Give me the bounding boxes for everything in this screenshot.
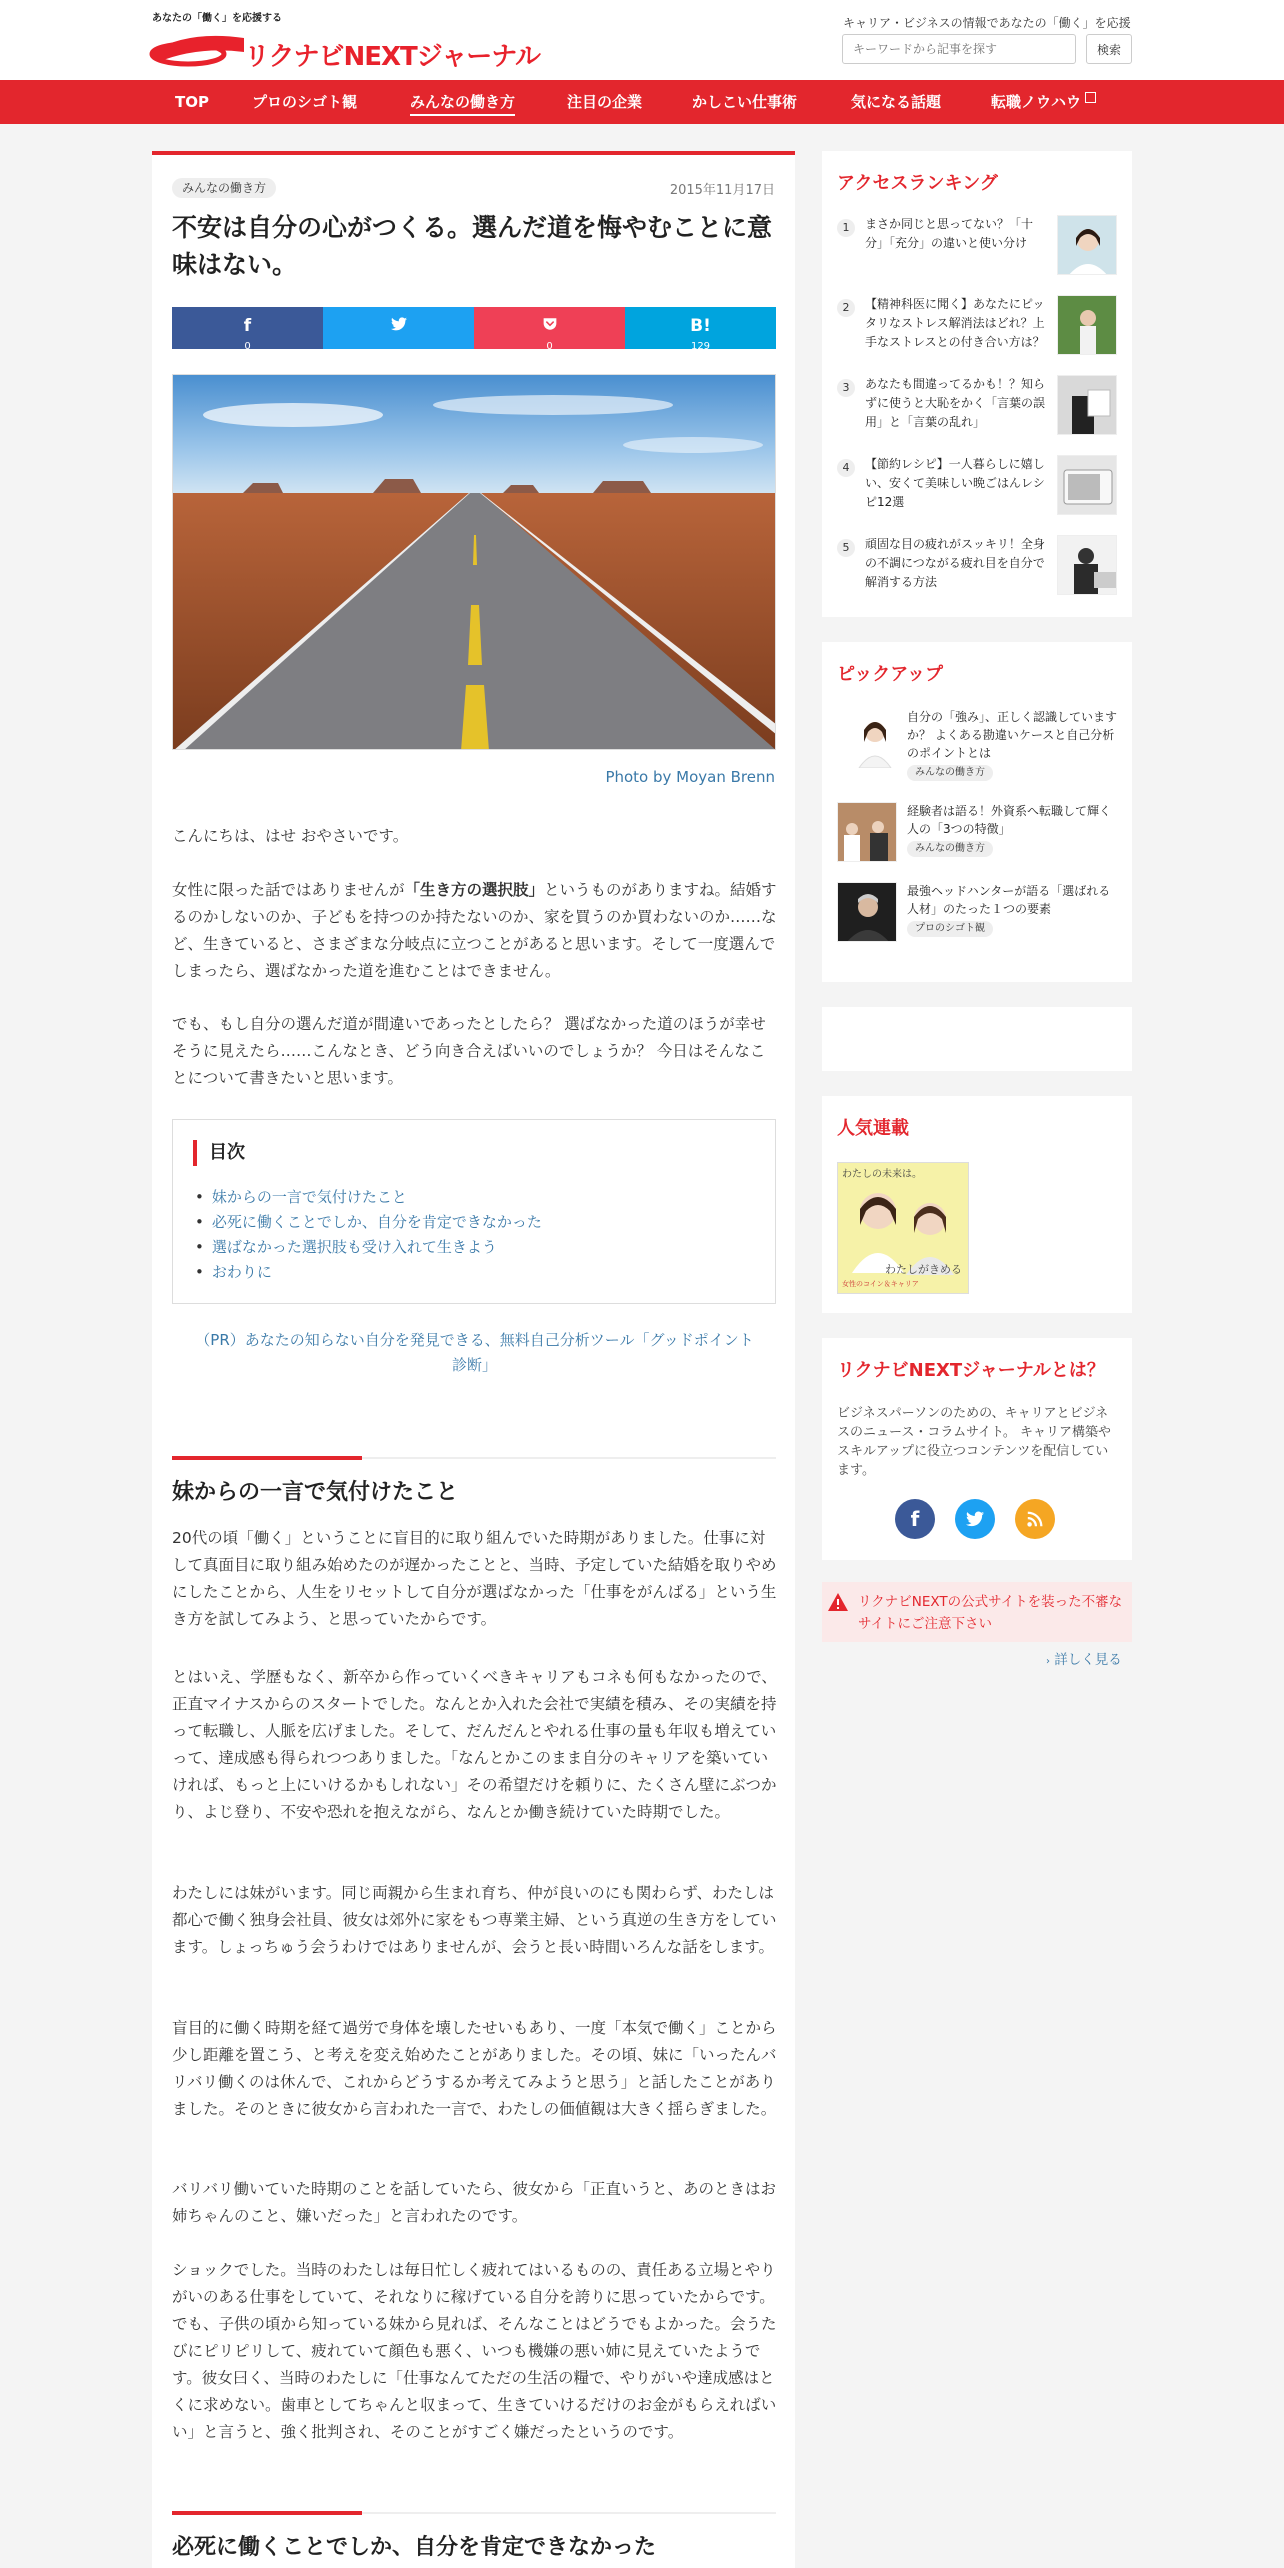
ranking-link[interactable]: 頑固な目の疲れがスッキリ！全身の不調につながる疲れ目を自分で解消する方法 <box>865 537 1045 589</box>
nav-item-career-change[interactable] <box>991 80 1096 124</box>
ranking-thumbnail <box>1057 215 1117 275</box>
sidebar-blank-card <box>822 1007 1132 1071</box>
pickup-thumbnail <box>837 708 897 768</box>
twitter-icon <box>966 1511 984 1527</box>
paragraph-text: というものがありますね。結婚するのかしないのか、子どもを持つのか持たないのか、家を買うのか買わないのか……など、生きていると、さまざまな分岐点に立つことがあると思います。そして一度選んでしまったら、選ばなかった道を進むことはできません。 <box>172 881 777 980</box>
pickup-thumbnail <box>837 802 897 862</box>
twitter-icon <box>323 312 474 335</box>
ranking-link[interactable]: 【精神科医に聞く】あなたにピッタリなストレス解消法はどれ？上手なストレスとの付き合い方は？ <box>865 297 1045 349</box>
hatena-icon: B! <box>690 316 711 336</box>
nav-item-tips[interactable]: かしこい仕事術 <box>692 93 798 111</box>
paragraph-text: 女性に限った話ではありませんが <box>172 881 405 899</box>
table-of-contents <box>172 1119 776 1304</box>
site-logo[interactable] <box>148 22 540 74</box>
pocket-share-button[interactable] <box>474 307 625 352</box>
pickup-thumbnail <box>837 882 897 942</box>
ranking-thumbnail <box>1057 455 1117 515</box>
pickup-content <box>907 802 1122 857</box>
paragraph-choices <box>172 877 778 985</box>
popular-series <box>822 1096 1132 1313</box>
rss-follow-button[interactable] <box>1015 1499 1055 1539</box>
paragraph: 20代の頃「働く」ということに盲目的に取り組んでいた時期がありました。仕事に対して真面目に取り組み始めたのが遅かったことと、当時、予定していた結婚を取りやめにしたことから、人生をリセットして自分が選ばなかった「仕事をがんばる」という生き方を試してみよう、と思っていたからです。 <box>172 1529 777 1628</box>
nav-item-top[interactable]: TOP <box>175 93 209 111</box>
pickup-content <box>907 708 1122 781</box>
rank-number: 1 <box>837 219 855 237</box>
share-count <box>323 335 474 340</box>
pickup-link[interactable]: 最強ヘッドハンターが語る「選ばれる人材」のたった１つの要素 <box>907 884 1111 916</box>
paragraph: 盲目的に働く時期を経て過労で身体を壊したせいもあり、一度「本気で働く」ことから少し距離を置こう、と考えを変え始めたことがありました。その頃、妹に「いったんバリバリ働くのは休んで、これからどうするか考えてみようと思う」と話したことがありました。そのときに彼女から言われた一言で、わたしの価値観は大きく揺らぎました。 <box>172 2019 777 2118</box>
paragraph: とはいえ、学歴もなく、新卒から作っていくべきキャリアもコネも何もなかったので、正直マイナスからのスタートでした。なんとか入れた会社で実績を積み、その実績を持って転職し、人脈を広げました。そして、だんだんとやれる仕事の量も年収も増えていって、達成感も得られつつありました。「なんとかこのまま自分のキャリアを築いていければ、もっと上にいけるかもしれない」その希望だけを頼りに、たくさん壁にぶつかり、よじ登り、不安や恐れを抱えながら、なんとか働き続けていた時期でした。 <box>172 1668 777 1821</box>
nav-item-workstyle[interactable]: みんなの働き方 <box>410 80 515 124</box>
section-heading: 必死に働くことでしか、自分を肯定できなかった <box>172 2512 776 2561</box>
series-banner[interactable] <box>837 1162 969 1294</box>
site-header <box>0 0 1284 80</box>
chevron-right-icon: › <box>1046 1656 1050 1667</box>
banner-caption-small: 女性のコイン＆キャリア <box>842 1280 919 1288</box>
share-count: 0 <box>244 341 251 352</box>
photo-credit-link[interactable]: Photo by Moyan Brenn <box>605 768 775 786</box>
ranking-thumbnail <box>1057 375 1117 435</box>
pickup-item[interactable] <box>837 882 1122 942</box>
header-description: キャリア・ビジネスの情報であなたの「働く」を応援 <box>843 16 1131 30</box>
nav-item-companies[interactable]: 注目の企業 <box>567 93 643 111</box>
paragraph: ショックでした。当時のわたしは毎日忙しく疲れてはいるものの、責任ある立場とやりがいのある仕事をしていて、それなりに稼げている自分を誇りに思っていたからです。でも、子供の頃から知っている妹から見れば、そんなことはどうでもよかった。会うたびにピリピリして、疲れていて顔色も悪く、いつも機嫌の悪い姉に見えていたようです。彼女曰く、当時のわたしに「仕事なんてただの生活の糧で、やりがいや達成感はとくに求めない。歯車としてちゃんと収まって、生きていけるだけのお金がもらえればいい」と言うと、強く批判され、そのことがすごく嫌だったというのです。 <box>172 2261 777 2441</box>
toc-link[interactable]: • 妹からの一言で気付けたこと <box>195 1185 542 1210</box>
paragraph-question: でも、もし自分の選んだ道が間違いであったとしたら？ 選ばなかった道のほうが幸せそうに見えたら……こんなとき、どう向き合えばいいのでしょうか？ 今日はそんなことについて書きたいと思います。 <box>172 1015 766 1087</box>
pr-link[interactable]: （PR）あなたの知らない自分を発見できる、無料自己分析ツール「グッドポイント診断」 <box>195 1331 754 1374</box>
hero-image-desert-road <box>172 374 776 750</box>
pocket-icon <box>474 312 625 335</box>
category-badge[interactable]: みんなの働き方 <box>907 841 993 857</box>
pickup-link[interactable]: 自分の「強み」、正しく認識していますか？ よくある勘違いケースと自己分析のポイントとは <box>907 710 1118 760</box>
rank-number: 2 <box>837 299 855 317</box>
rank-number: 5 <box>837 539 855 557</box>
logo-text: リクナビNEXTジャーナル <box>244 42 540 72</box>
search-button[interactable]: 検索 <box>1086 34 1132 64</box>
hatena-share-button[interactable] <box>625 307 776 352</box>
share-count: 0 <box>546 341 553 352</box>
logo-swoosh-icon <box>148 22 248 74</box>
article-title: 不安は自分の心がつくる。選んだ道を悔やむことに意味はない。 <box>172 213 773 279</box>
ranking-title: アクセスランキング <box>837 173 998 194</box>
access-ranking <box>822 151 1132 617</box>
toc-link[interactable]: • 選ばなかった選択肢も受け入れて生きよう <box>195 1235 542 1260</box>
toc-link[interactable]: • 必死に働くことでしか、自分を肯定できなかった <box>195 1210 542 1235</box>
paragraph-intro: こんにちは、はせ おやさいです。 <box>172 827 409 845</box>
about-text: ビジネスパーソンのための、キャリアとビジネスのニュース・コラムサイト。 キャリア構築やスキルアップに役立つコンテンツを配信しています。 <box>837 1406 1112 1478</box>
fraud-warning <box>822 1582 1132 1642</box>
facebook-icon: f <box>910 1507 920 1531</box>
share-count: 129 <box>690 341 711 352</box>
paragraph: わたしには妹がいます。同じ両親から生まれ育ち、仲が良いのにも関わらず、わたしは都心で働く独身会社員、彼女は郊外に家をもつ専業主婦、という真逆の生き方をしています。しょっちゅう会うわけではありませんが、会うと長い時間いろんな話をします。 <box>172 1884 777 1956</box>
about-section <box>822 1338 1132 1560</box>
ranking-item[interactable] <box>837 295 1117 355</box>
pickup-title: ピックアップ <box>837 664 944 685</box>
pickup-section <box>822 642 1132 982</box>
pickup-item[interactable] <box>837 708 1122 778</box>
rss-icon <box>1026 1510 1044 1528</box>
twitter-follow-button[interactable] <box>955 1499 995 1539</box>
pickup-content <box>907 882 1122 937</box>
ranking-item[interactable] <box>837 455 1117 515</box>
nav-item-pro[interactable]: プロのシゴト観 <box>252 93 358 111</box>
ranking-item[interactable] <box>837 375 1117 435</box>
twitter-share-button[interactable] <box>323 307 474 349</box>
about-title: リクナビNEXTジャーナルとは？ <box>837 1360 1105 1381</box>
share-buttons <box>172 307 776 352</box>
more-details-link[interactable] <box>1046 1648 1122 1668</box>
warning-icon <box>827 1592 849 1612</box>
article <box>152 151 795 2568</box>
site-tagline: あなたの「働く」を応援する <box>152 13 282 24</box>
rank-number: 3 <box>837 379 855 397</box>
ranking-link[interactable]: 【節約レシピ】一人暮らしに嬉しい、安くて美味しい晩ごはんレシピ12選 <box>865 457 1045 509</box>
paragraph: バリバリ働いていた時期のことを話していたら、彼女から「正直いうと、あのときはお姉ちゃんのこと、嫌いだった」と言われたのです。 <box>172 2180 777 2225</box>
main-nav <box>0 80 1284 124</box>
ranking-item[interactable] <box>837 535 1117 595</box>
facebook-follow-button[interactable] <box>895 1499 935 1539</box>
nav-item-topics[interactable]: 気になる話題 <box>851 93 942 111</box>
category-badge[interactable]: プロのシゴト観 <box>907 921 993 937</box>
paragraph-emphasis: 「生き方の選択肢」 <box>404 881 545 899</box>
publish-date: 2015年11月17日 <box>669 183 775 198</box>
pickup-item[interactable] <box>837 802 1122 862</box>
warning-text: リクナビNEXTの公式サイトを装った不審なサイトにご注意下さい <box>858 1594 1123 1632</box>
facebook-icon: f <box>243 316 252 336</box>
more-details-label: 詳しく見る <box>1054 1652 1122 1668</box>
external-link-icon <box>1085 92 1096 103</box>
ranking-link[interactable]: あなたも間違ってるかも！？知らずに使うと大恥をかく「言葉の誤用」と「言葉の乱れ」 <box>865 377 1046 429</box>
category-badge[interactable]: みんなの働き方 <box>172 178 276 198</box>
pickup-link[interactable]: 経験者は語る！外資系へ転職して輝く人の「3つの特徴」 <box>907 804 1112 836</box>
banner-caption-bottom: わたしがきめる <box>885 1263 962 1276</box>
toc-link[interactable]: • おわりに <box>195 1260 542 1285</box>
search-input[interactable] <box>842 34 1076 64</box>
ranking-thumbnail <box>1057 535 1117 595</box>
toc-title: 目次 <box>193 1140 245 1166</box>
ranking-link[interactable]: まさか同じと思ってない？「十分」「充分」の違いと使い分け <box>865 217 1034 250</box>
category-badge[interactable]: みんなの働き方 <box>907 765 993 781</box>
ranking-thumbnail <box>1057 295 1117 355</box>
popular-title: 人気連載 <box>837 1118 909 1139</box>
section-heading: 妹からの一言で気付けたこと <box>172 1457 776 1506</box>
rank-number: 4 <box>837 459 855 477</box>
banner-caption-top: わたしの未来は。 <box>842 1169 922 1180</box>
facebook-share-button[interactable] <box>172 307 323 352</box>
ranking-item[interactable] <box>837 215 1117 275</box>
nav-item-career-change-label: 転職ノウハウ <box>991 93 1082 111</box>
